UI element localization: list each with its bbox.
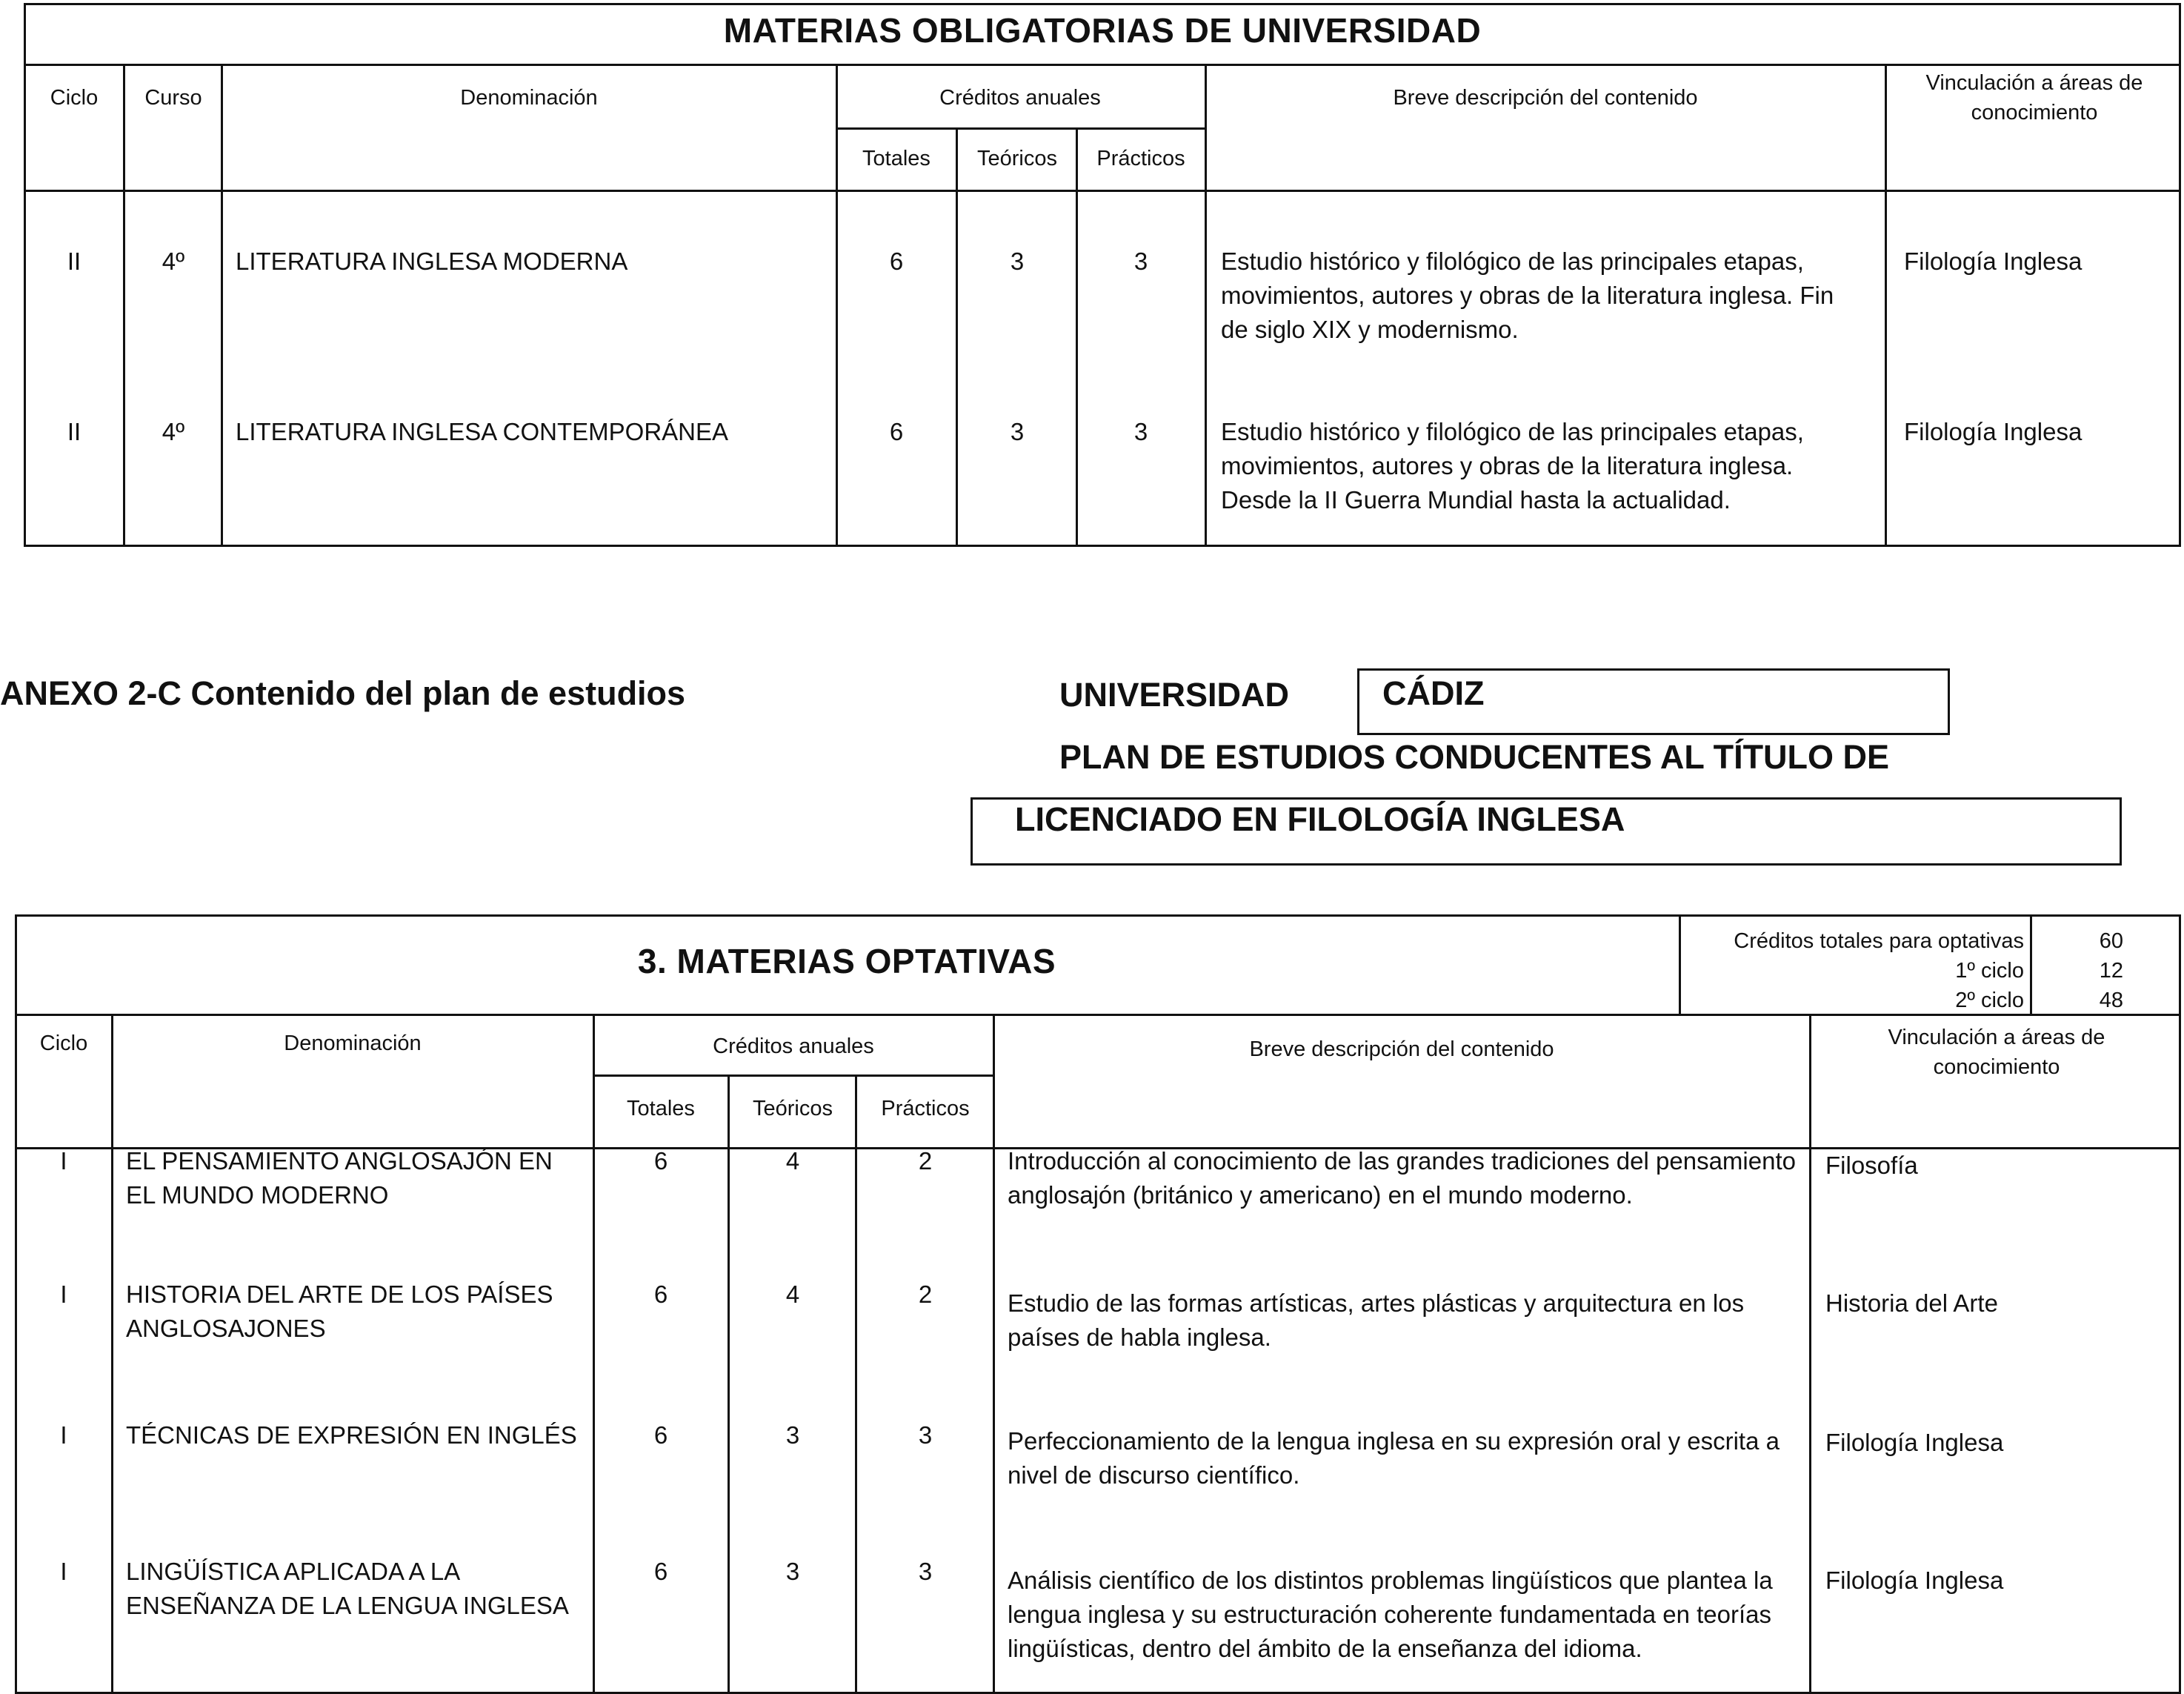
cell-descripcion: Estudio histórico y filológico de las principales etapas, movimientos, autores y obras de la literatura inglesa. Fin de siglo XIX y modernismo. [1221, 248, 1834, 343]
cell-practicos: 3 [918, 1421, 933, 1449]
cell-denominacion: TÉCNICAS DE EXPRESIÓN EN INGLÉS [126, 1421, 577, 1449]
cell-teoricos: 3 [785, 1421, 800, 1449]
obligatorias-col-divider [956, 127, 958, 547]
header-ciclo: Ciclo [50, 86, 99, 110]
header-vinculacion: Vinculación a áreas de conocimiento [1888, 1026, 2105, 1079]
summary-label: Créditos totales para optativas [1734, 929, 2024, 953]
cell-descripcion: Estudio de las formas artísticas, artes plásticas y arquitectura en los países de habla inglesa. [1008, 1289, 1745, 1351]
obligatorias-col-divider [1076, 127, 1078, 547]
header-denominacion: Denominación [460, 86, 598, 110]
cell-practicos: 2 [918, 1281, 933, 1308]
obligatorias-title: MATERIAS OBLIGATORIAS DE UNIVERSIDAD [723, 11, 1482, 50]
cell-teoricos: 3 [785, 1558, 800, 1585]
summary-divider [1679, 914, 1681, 1015]
header-denominacion: Denominación [284, 1032, 422, 1055]
anexo-label: ANEXO 2-C Contenido del plan de estudios [0, 674, 686, 712]
summary-value: 48 [2099, 989, 2123, 1012]
obligatorias-col-divider [123, 64, 125, 547]
cell-curso: 4º [162, 248, 185, 275]
cell-practicos: 3 [918, 1558, 933, 1585]
obligatorias-col-divider [1885, 64, 1887, 547]
cell-teoricos: 4 [785, 1281, 800, 1308]
optativas-credits-subdivider [593, 1074, 994, 1077]
cell-totales: 6 [653, 1558, 668, 1585]
header-teoricos: Teóricos [977, 147, 1057, 170]
obligatorias-col-divider [221, 64, 223, 547]
cell-denominacion: HISTORIA DEL ARTE DE LOS PAÍSES ANGLOSAJONES [126, 1281, 553, 1342]
cell-teoricos: 4 [785, 1147, 800, 1175]
cell-denominacion: LINGÜÍSTICA APLICADA A LA ENSEÑANZA DE LA LENGUA INGLESA [126, 1558, 569, 1619]
cell-ciclo: I [60, 1558, 67, 1585]
header-descripcion: Breve descripción del contenido [1249, 1037, 1554, 1061]
obligatorias-col-divider [836, 64, 838, 547]
cell-ciclo: I [60, 1421, 67, 1449]
header-vinculacion: Vinculación a áreas de conocimiento [1925, 71, 2143, 124]
header-ciclo: Ciclo [39, 1032, 88, 1055]
cell-totales: 6 [889, 248, 904, 275]
cell-totales: 6 [889, 418, 904, 445]
header-practicos: Prácticos [1096, 147, 1185, 170]
summary-value: 12 [2099, 959, 2123, 983]
cell-vinculacion: Filología Inglesa [1825, 1429, 2004, 1456]
cell-totales: 6 [653, 1421, 668, 1449]
universidad-value: CÁDIZ [1382, 674, 1485, 712]
header-totales: Totales [862, 147, 930, 170]
cell-teoricos: 3 [1010, 248, 1025, 275]
cell-denominacion: LITERATURA INGLESA CONTEMPORÁNEA [236, 418, 729, 445]
obligatorias-title-divider [24, 64, 2181, 66]
cell-curso: 4º [162, 418, 185, 445]
optativas-title: 3. MATERIAS OPTATIVAS [637, 942, 1056, 980]
cell-denominacion: EL PENSAMIENTO ANGLOSAJÓN EN EL MUNDO MODERNO [126, 1147, 553, 1209]
summary-value: 60 [2099, 929, 2123, 953]
cell-vinculacion: Filología Inglesa [1904, 248, 2083, 275]
titulo-value: LICENCIADO EN FILOLOGÍA INGLESA [1015, 800, 1625, 838]
header-creditos: Créditos anuales [939, 86, 1101, 110]
header-teoricos: Teóricos [753, 1097, 833, 1120]
cell-descripcion: Análisis científico de los distintos problemas lingüísticos que plantea la lengua inglesa y su estructuración coherente fundamentada en teorías lingüísticas, dentro del ámbito de la enseñanza del idioma. [1008, 1567, 1773, 1662]
cell-descripcion: Perfeccionamiento de la lengua inglesa en su expresión oral y escrita a nivel de discurso científico. [1008, 1427, 1780, 1489]
summary-label: 1º ciclo [1955, 959, 2024, 983]
cell-ciclo: I [60, 1281, 67, 1308]
cell-descripcion: Estudio histórico y filológico de las principales etapas, movimientos, autores y obras de la literatura inglesa. Desde la II Guerra Mundial hasta la actualidad. [1221, 418, 1804, 514]
obligatorias-col-divider [1205, 64, 1207, 547]
cell-practicos: 3 [1133, 248, 1148, 275]
plan-label: PLAN DE ESTUDIOS CONDUCENTES AL TÍTULO DE [1059, 738, 1890, 776]
cell-ciclo: I [60, 1147, 67, 1175]
summary-label: 2º ciclo [1955, 989, 2024, 1012]
obligatorias-header-divider [24, 190, 2181, 192]
header-curso: Curso [144, 86, 202, 110]
cell-practicos: 2 [918, 1147, 933, 1175]
header-creditos: Créditos anuales [713, 1034, 874, 1058]
universidad-label: UNIVERSIDAD [1059, 676, 1290, 714]
cell-ciclo: II [67, 418, 81, 445]
optativas-col-divider [111, 1014, 113, 1694]
cell-totales: 6 [653, 1281, 668, 1308]
header-practicos: Prácticos [881, 1097, 970, 1120]
cell-vinculacion: Filosofía [1825, 1152, 1918, 1179]
header-totales: Totales [627, 1097, 695, 1120]
cell-descripcion: Introducción al conocimiento de las grandes tradiciones del pensamiento anglosajón (británico y americano) en el mundo moderno. [1008, 1147, 1796, 1209]
header-descripcion: Breve descripción del contenido [1393, 86, 1698, 110]
cell-vinculacion: Historia del Arte [1825, 1289, 1998, 1317]
summary-divider [2030, 914, 2032, 1015]
cell-vinculacion: Filología Inglesa [1825, 1567, 2004, 1594]
cell-practicos: 3 [1133, 418, 1148, 445]
cell-vinculacion: Filología Inglesa [1904, 418, 2083, 445]
cell-teoricos: 3 [1010, 418, 1025, 445]
obligatorias-credits-subdivider [836, 127, 1205, 130]
cell-denominacion: LITERATURA INGLESA MODERNA [236, 248, 628, 275]
cell-totales: 6 [653, 1147, 668, 1175]
optativas-col-divider [1809, 1014, 1811, 1694]
cell-ciclo: II [67, 248, 81, 275]
